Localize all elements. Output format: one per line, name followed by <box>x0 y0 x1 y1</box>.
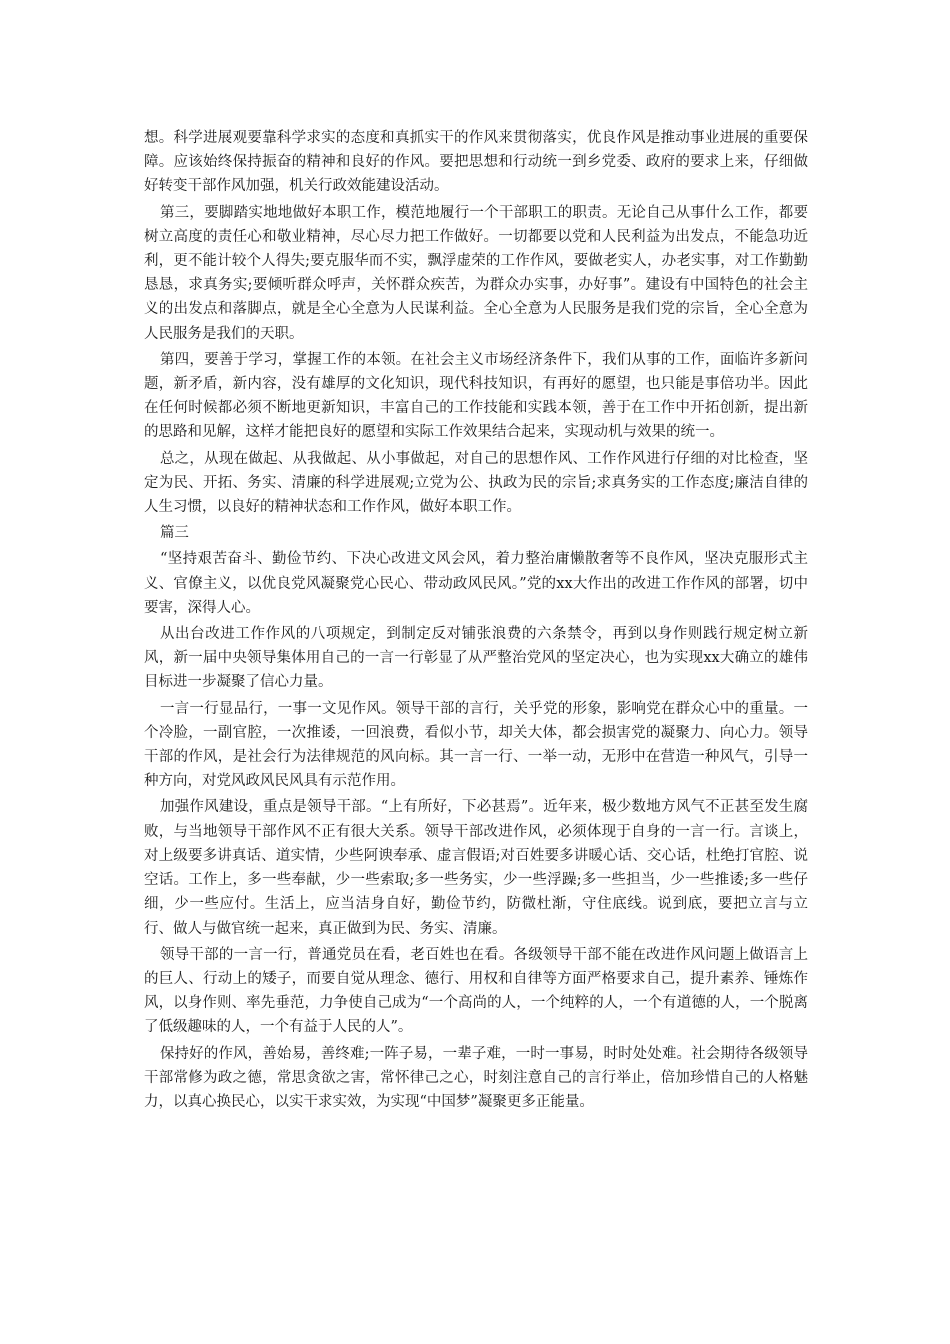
document-body <box>144 126 808 1116</box>
paragraph-eight-rules: 从出台改进工作作风的八项规定，到制定反对铺张浪费的六条禁令，再到以身作则践行规定树立新风，新一届中央领导集体用自己的一言一行彰显了从严整治党风的坚定决心，也为实现xx大确立的雄伟目标进一步凝聚了信心力量。 <box>144 626 808 691</box>
section-heading: 篇三 <box>159 525 189 542</box>
paragraph-words-deeds: 一言一行显品行，一事一文见作风。领导干部的言行，关乎党的形象，影响党在群众心中的重量。一个冷脸，一副官腔，一次推诿，一回浪费，看似小节，却关大体，都会损害党的凝聚力、向心力。领导干部的作风，是社会行为法律规范的风向标。其一言一行、一举一动，无形中在营造一种风气，引导一种方向，对党风政风民风具有示范作用。 <box>144 700 808 790</box>
paragraph-quote: “坚持艰苦奋斗、勤俭节约、下决心改进文风会风，着力整治庸懒散奢等不良作风，坚决克服形式主义、官僚主义，以优良党风凝聚党心民心、带动政风民风。”党的xx大作出的改进工作作风的部署，切中要害，深得人心。 <box>144 551 808 616</box>
paragraph-keep-style: 保持好的作风，善始易，善终难;一阵子易，一辈子难，一时一事易，时时处处难。社会期待各级领导干部常修为政之德，常思贪欲之害，常怀律己之心，时刻注意自己的言行举止，倍加珍惜自己的人格魅力，以真心换民心，以实干求实效，为实现“中国梦”凝聚更多正能量。 <box>144 1045 808 1110</box>
paragraph-continuation: 想。科学进展观要靠科学求实的态度和真抓实干的作风来贯彻落实，优良作风是推动事业进展的重要保障。应该始终保持振奋的精神和良好的作风。要把思想和行动统一到乡党委、政府的要求上来，仔细做好转变干部作风加强，机关行政效能建设活动。 <box>144 130 808 195</box>
paragraph-third-point: 第三，要脚踏实地地做好本职工作，模范地履行一个干部职工的职责。无论自己从事什么工作，都要树立高度的责任心和敬业精神，尽心尽力把工作做好。一切都要以党和人民利益为出发点，不能急功近利，更不能计较个人得失;要克服华而不实，飘浮虚荣的工作作风，要做老实人，办老实事，对工作勤勤恳恳，求真务实;要倾听群众呼声，关怀群众疾苦，为群众办实事，办好事”。建设有中国特色的社会主义的出发点和落脚点，就是全心全意为人民谋利益。全心全意为人民服务是我们党的宗旨，全心全意为人民服务是我们的天职。 <box>144 204 808 342</box>
paragraph-watched: 领导干部的一言一行，普通党员在看，老百姓也在看。各级领导干部不能在改进作风问题上做语言上的巨人、行动上的矮子，而要自觉从理念、德行、用权和自律等方面严格要求自己，提升素养、锤炼作风，以身作则、率先垂范，力争使自己成为“一个高尚的人，一个纯粹的人，一个有道德的人，一个脱离了低级趣味的人，一个有益于人民的人”。 <box>144 946 808 1036</box>
paragraph-summary: 总之，从现在做起、从我做起、从小事做起，对自己的思想作风、工作作风进行仔细的对比检查，坚定为民、开拓、务实、清廉的科学进展观;立党为公、执政为民的宗旨;求真务实的工作态度;廉洁自律的人生习惯，以良好的精神状态和工作作风，做好本职工作。 <box>144 450 808 516</box>
paragraph-leaders-key: 加强作风建设，重点是领导干部。“上有所好，下必甚焉”。近年来，极少数地方风气不正甚至发生腐败，与当地领导干部作风不正有很大关系。领导干部改进作风，必须体现于自身的一言一行。言谈上，对上级要多讲真话、道实情，少些阿谀奉承、虚言假语;对百姓要多讲暖心话、交心话，杜绝打官腔、说空话。工作上，多一些奉献，少一些索取;多一些务实，少一些浮躁;多一些担当，少一些推诿;多一些仔细，少一些应付。生活上，应当洁身自好，勤俭节约，防微杜渐，守住底线。说到底，要把立言与立行、做人与做官统一起来，真正做到为民、务实、清廉。 <box>144 799 808 937</box>
paragraph-fourth-point: 第四，要善于学习，掌握工作的本领。在社会主义市场经济条件下，我们从事的工作，面临许多新问题，新矛盾，新内容，没有雄厚的文化知识，现代科技知识，有再好的愿望，也只能是事倍功半。因此在任何时候都必须不断地更新知识，丰富自己的工作技能和实践本领，善于在工作中开拓创新，提出新的思路和见解，这样才能把良好的愿望和实际工作效果结合起来，实现动机与效果的统一。 <box>144 351 808 441</box>
